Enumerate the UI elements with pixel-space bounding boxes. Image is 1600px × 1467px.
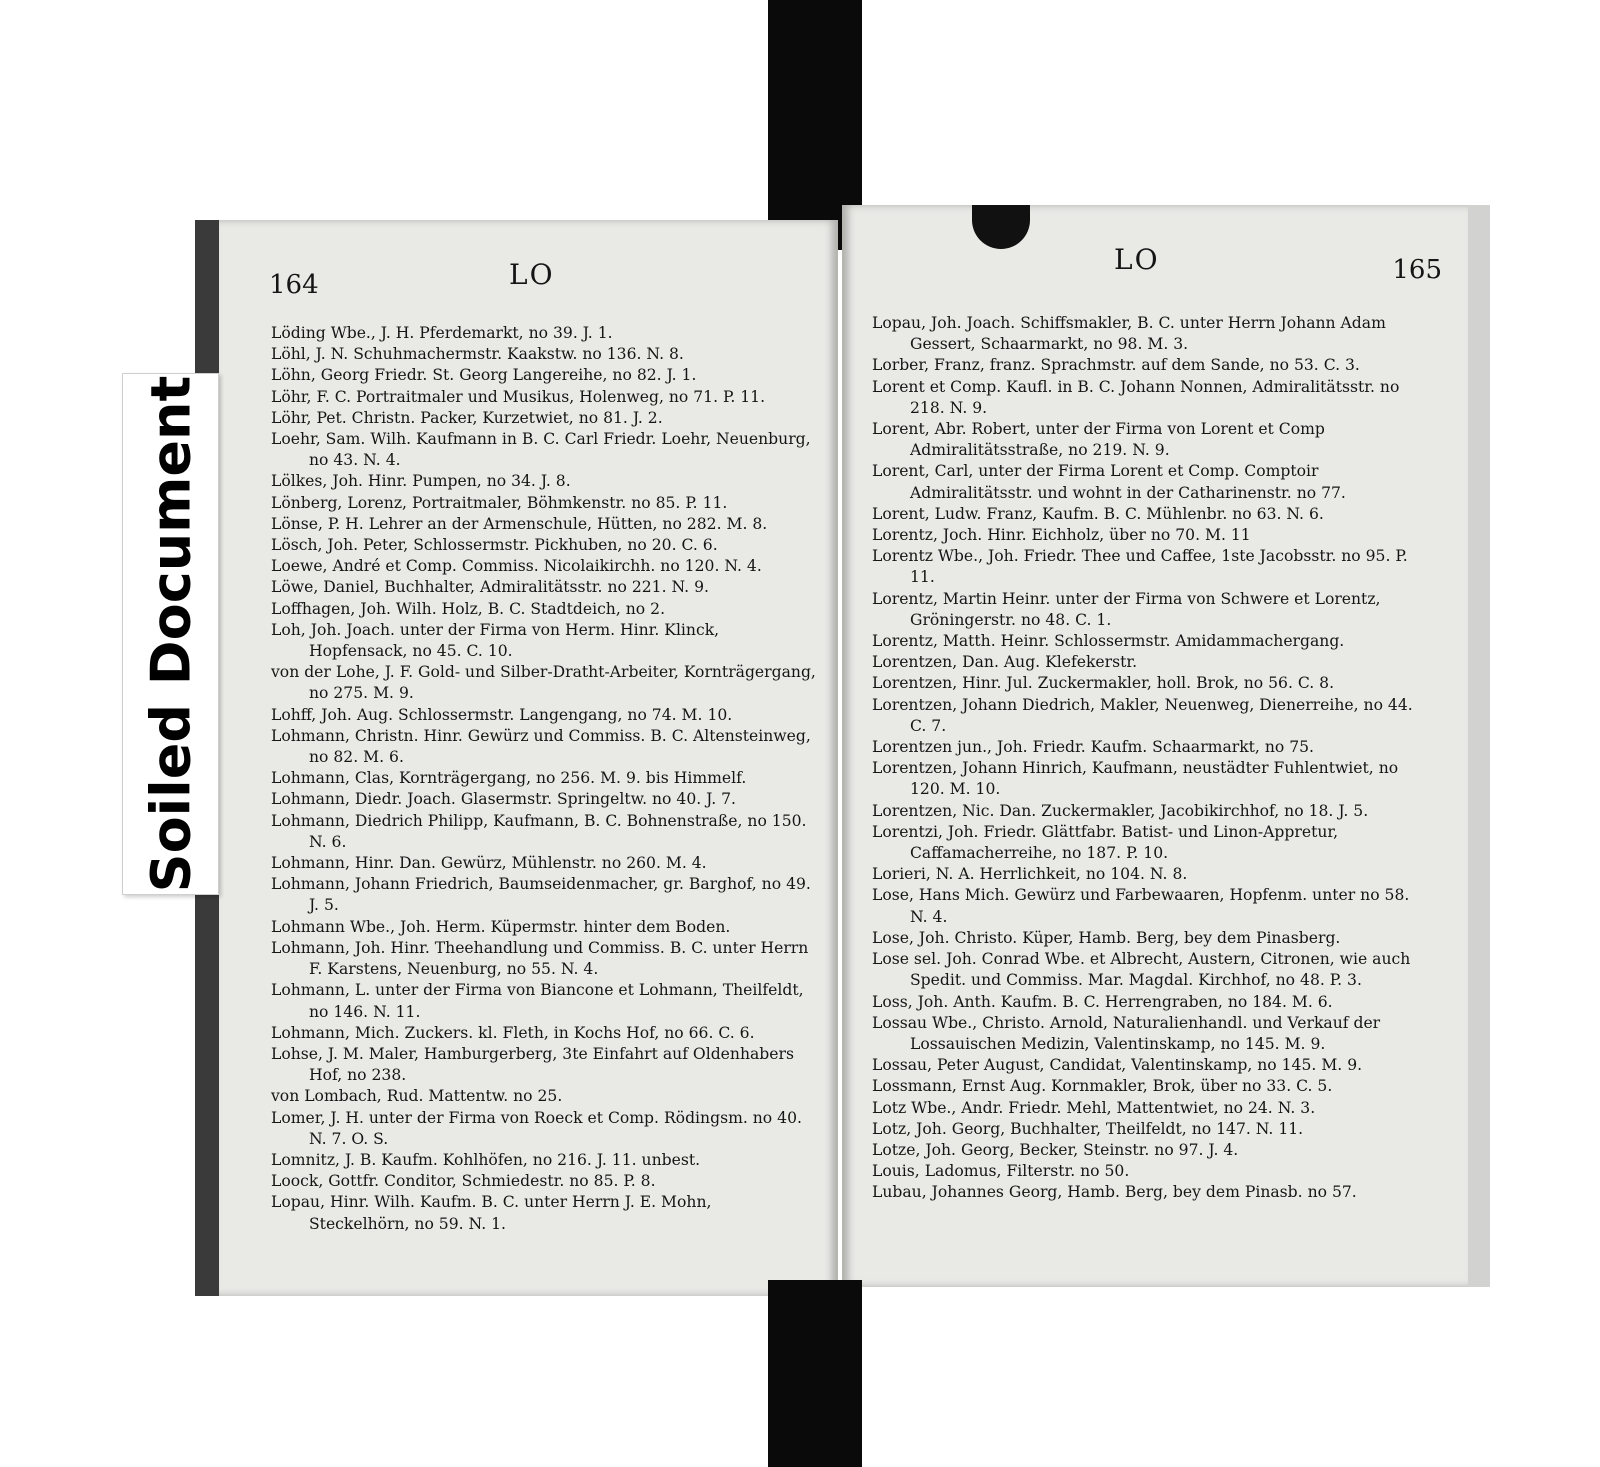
directory-entry: Lölkes, Joh. Hinr. Pumpen, no 34. J. 8. (271, 472, 571, 491)
directory-entry: Lohmann, Christn. Hinr. Gewürz und Commiss. B. C. Altensteinweg, no 82. M. 6. (271, 726, 811, 767)
directory-entry: Lorentz, Joch. Hinr. Eichholz, über no 70. M. 11 (872, 526, 1251, 545)
directory-entry: Lose, Hans Mich. Gewürz und Farbewaaren, Hopfenm. unter no 58. N. 4. (872, 886, 1410, 926)
directory-entry: Löding Wbe., J. H. Pferdemarkt, no 39. J. 1. (271, 324, 613, 342)
directory-entry: Lorentz, Matth. Heinr. Schlossermstr. Amidammachergang. (872, 632, 1345, 651)
directory-entry: Lubau, Johannes Georg, Hamb. Berg, bey dem Pinasb. no 57. (872, 1183, 1357, 1202)
directory-entry: von Lombach, Rud. Mattentw. no 25. (271, 1087, 563, 1106)
directory-entry: Lönberg, Lorenz, Portraitmaler, Böhmkenstr. no 85. P. 11. (271, 493, 728, 512)
right-page-number: 165 (1392, 255, 1442, 285)
directory-entry: Lotz, Joh. Georg, Buchhalter, Theilfeldt, no 147. N. 11. (872, 1119, 1304, 1138)
left-page-number: 164 (269, 270, 319, 300)
directory-entry: Lose sel. Joh. Conrad Wbe. et Albrecht, Austern, Citronen, wie auch Spedit. und Commiss. Mar. Magdal. Kirchhof, no 48. P. 3. (872, 950, 1411, 990)
directory-entry: Lorber, Franz, franz. Sprachmstr. auf dem Sande, no 53. C. 3. (872, 356, 1360, 375)
directory-entry: Lotze, Joh. Georg, Becker, Steinstr. no 97. J. 4. (872, 1140, 1239, 1159)
label-text: Soiled Document (139, 375, 202, 893)
directory-entry: Löwe, Daniel, Buchhalter, Admiralitätsstr. no 221. N. 9. (271, 578, 709, 597)
directory-entry: Lose, Joh. Christo. Küper, Hamb. Berg, bey dem Pinasberg. (872, 928, 1341, 947)
directory-entry: Lohmann, Johann Friedrich, Baumseidenmacher, gr. Barghof, no 49. J. 5. (271, 875, 811, 915)
directory-entry: Lohse, J. M. Maler, Hamburgerberg, 3te Einfahrt auf Oldenhabers Hof, no 238. (271, 1044, 794, 1085)
page-hole (972, 205, 1030, 249)
directory-entry: Löhl, J. N. Schuhmachermstr. Kaakstw. no 136. N. 8. (271, 345, 684, 364)
directory-entry: Loock, Gottfr. Conditor, Schmiedestr. no 85. P. 8. (271, 1172, 656, 1191)
directory-entry: Lohmann, Hinr. Dan. Gewürz, Mühlenstr. no 260. M. 4. (271, 854, 707, 873)
directory-entry: Löhr, F. C. Portraitmaler und Musikus, Holenweg, no 71. P. 11. (271, 387, 766, 406)
directory-entry: Lotz Wbe., Andr. Friedr. Mehl, Mattentwiet, no 24. N. 3. (872, 1098, 1316, 1117)
directory-entry: Loehr, Sam. Wilh. Kaufmann in B. C. Carl Friedr. Loehr, Neuenburg, no 43. N. 4. (271, 430, 811, 470)
directory-entry: Lorentzen jun., Joh. Friedr. Kaufm. Schaarmarkt, no 75. (872, 738, 1315, 757)
directory-entry: Lorieri, N. A. Herrlichkeit, no 104. N. 8. (872, 865, 1188, 884)
soiled-document-label (122, 373, 219, 895)
directory-entry: Lorentzen, Dan. Aug. Klefekerstr. (872, 653, 1138, 672)
directory-entry: Lorentz Wbe., Joh. Friedr. Thee und Caffee, 1ste Jacobsstr. no 95. P. 11. (872, 547, 1408, 587)
directory-entry: Lomer, J. H. unter der Firma von Roeck et Comp. Rödingsm. no 40. N. 7. O. S. (271, 1108, 802, 1148)
directory-entry: Löhr, Pet. Christn. Packer, Kurzetwiet, no 81. J. 2. (271, 408, 663, 427)
directory-entry: Lopau, Hinr. Wilh. Kaufm. B. C. unter Herrn J. E. Mohn, Steckelhörn, no 59. N. 1. (271, 1193, 712, 1233)
directory-entry: Loffhagen, Joh. Wilh. Holz, B. C. Stadtdeich, no 2. (271, 599, 666, 618)
left-page (195, 220, 838, 1296)
directory-entry: Lohmann, Mich. Zuckers. kl. Fleth, in Kochs Hof, no 66. C. 6. (271, 1023, 755, 1042)
directory-entry: Lorent, Ludw. Franz, Kaufm. B. C. Mühlenbr. no 63. N. 6. (872, 504, 1324, 523)
directory-entry: Lossau Wbe., Christo. Arnold, Naturalienhandl. und Verkauf der Lossauischen Medizin, Valentinskamp, no 145. M. 9. (872, 1013, 1381, 1053)
directory-entry: Lorent, Abr. Robert, unter der Firma von Lorent et Comp Admiralitätsstraße, no 219. N. 9. (872, 420, 1325, 460)
directory-entry: Löhn, Georg Friedr. St. Georg Langereihe, no 82. J. 1. (271, 366, 697, 385)
directory-entry: Lomnitz, J. B. Kaufm. Kohlhöfen, no 216. J. 11. unbest. (271, 1150, 701, 1169)
bookmark-ribbon-bottom (768, 1280, 862, 1467)
directory-entry: Lohff, Joh. Aug. Schlossermstr. Langengang, no 74. M. 10. (271, 705, 733, 724)
directory-entry: Lossau, Peter August, Candidat, Valentinskamp, no 145. M. 9. (872, 1056, 1363, 1075)
directory-entry: Lorentz, Martin Heinr. unter der Firma von Schwere et Lorentz, Gröningerstr. no 48. C. 1. (872, 589, 1381, 629)
directory-entry: Lorent, Carl, unter der Firma Lorent et Comp. Comptoir Admiralitätsstr. und wohnt in der Catharinenstr. no 77. (872, 462, 1346, 502)
directory-entry: Lohmann, Diedrich Philipp, Kaufmann, B. C. Bohnenstraße, no 150. N. 6. (271, 811, 807, 851)
directory-entry: Lossmann, Ernst Aug. Kornmakler, Brok, über no 33. C. 5. (872, 1077, 1333, 1096)
directory-entry: Lohmann, Joh. Hinr. Theehandlung und Commiss. B. C. unter Herrn F. Karstens, Neuenburg, no 55. N. 4. (271, 938, 809, 979)
directory-entry: Lohmann, Clas, Kornträgergang, no 256. M. 9. bis Himmelf. (271, 769, 747, 788)
right-page-header: LO (1114, 243, 1160, 276)
directory-entry: Lohmann, Diedr. Joach. Glasermstr. Springeltw. no 40. J. 7. (271, 790, 736, 809)
right-page (842, 205, 1490, 1287)
directory-entry: von der Lohe, J. F. Gold- und Silber-Dratht-Arbeiter, Kornträgergang, no 275. M. 9. (271, 663, 816, 703)
directory-entry: Lorent et Comp. Kaufl. in B. C. Johann Nonnen, Admiralitätsstr. no 218. N. 9. (872, 377, 1400, 417)
directory-entry: Loh, Joh. Joach. unter der Firma von Herm. Hinr. Klinck, Hopfensack, no 45. C. 10. (271, 620, 720, 661)
directory-entry: Loewe, André et Comp. Commiss. Nicolaikirchh. no 120. N. 4. (271, 557, 762, 576)
directory-entry: Lorentzi, Joh. Friedr. Glättfabr. Batist- und Linon-Appretur, Caffamacherreihe, no 187. P. 10. (872, 822, 1339, 863)
directory-entry: Lönse, P. H. Lehrer an der Armenschule, Hütten, no 282. M. 8. (271, 514, 768, 533)
directory-entry: Lorentzen, Johann Diedrich, Makler, Neuenweg, Dienerreihe, no 44. C. 7. (872, 695, 1413, 735)
directory-entry: Lopau, Joh. Joach. Schiffsmakler, B. C. unter Herrn Johann Adam Gessert, Schaarmarkt, no 98. M. 3. (872, 314, 1386, 354)
directory-entry: Lohmann Wbe., Joh. Herm. Küpermstr. hinter dem Boden. (271, 917, 731, 936)
left-entry-list (271, 323, 816, 1235)
directory-entry: Lohmann, L. unter der Firma von Biancone et Lohmann, Theilfeldt, no 146. N. 11. (271, 981, 804, 1021)
left-page-header: LO (509, 258, 555, 291)
directory-entry: Lorentzen, Johann Hinrich, Kaufmann, neustädter Fuhlentwiet, no 120. M. 10. (872, 759, 1399, 799)
directory-entry: Louis, Ladomus, Filterstr. no 50. (872, 1162, 1130, 1181)
directory-entry: Lösch, Joh. Peter, Schlossermstr. Pickhuben, no 20. C. 6. (271, 536, 718, 555)
right-entry-list (872, 313, 1428, 1204)
directory-entry: Loss, Joh. Anth. Kaufm. B. C. Herrengraben, no 184. M. 6. (872, 992, 1333, 1011)
directory-entry: Lorentzen, Nic. Dan. Zuckermakler, Jacobikirchhof, no 18. J. 5. (872, 801, 1369, 820)
directory-entry: Lorentzen, Hinr. Jul. Zuckermakler, holl. Brok, no 56. C. 8. (872, 674, 1335, 693)
